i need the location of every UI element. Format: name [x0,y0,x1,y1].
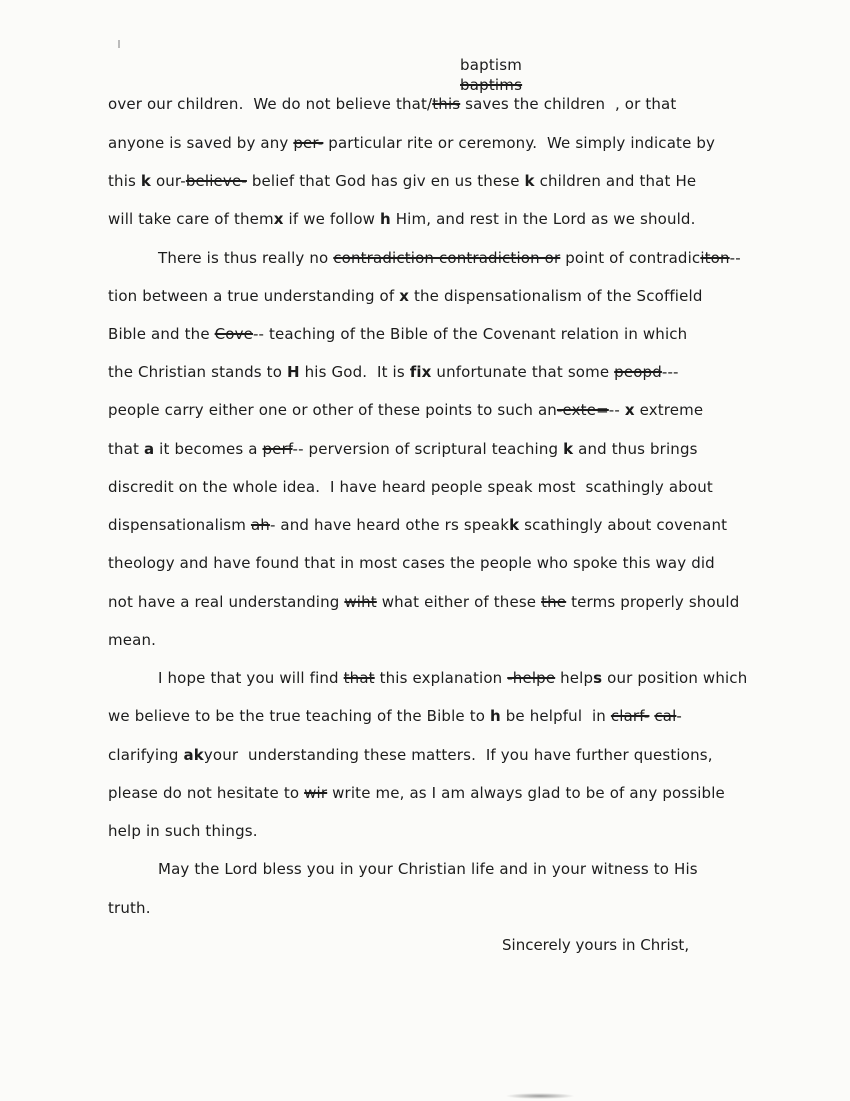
struck-segment: -exte= [556,401,609,419]
text-segment: clarifying [108,746,184,764]
struck-segment: contradiction contradiction or [333,249,561,267]
text-segment: not have a real understanding [108,593,345,611]
overtyped-segment: k [563,440,574,458]
text-segment: this explanation [374,669,508,687]
text-segment: -- teaching of the Bible of the Covenant relation in which [252,325,688,343]
text-segment: will take care of them [108,210,274,228]
struck-segment: this [432,95,461,113]
struck-segment: -helpe [507,669,556,687]
text-line-10 [108,439,698,459]
text-line-17 [108,706,682,726]
text-segment: and thus brings [573,440,698,458]
text-line-15 [108,630,156,650]
text-segment: what either of these [376,593,542,611]
text-segment: people carry either one or other of these points to such an [108,401,557,419]
struck-segment: peopd [614,363,662,381]
text-segment: I hope that you will find [158,669,344,687]
text-line-22 [108,898,151,918]
text-line-13 [108,553,715,573]
text-line-3 [108,171,696,191]
text-segment: Him, and rest in the Lord as we should. [390,210,696,228]
text-segment: belief that God has giv en us these [246,172,525,190]
text-segment: write me, as I am always glad to be of any possible [327,784,725,802]
overtyped-segment: s [593,669,603,687]
text-segment: mean. [108,631,157,649]
overtyped-segment: k [524,172,535,190]
text-segment: - and have heard othe rs speak [269,516,510,534]
text-segment: -- [729,249,741,267]
text-segment: children and that He [534,172,697,190]
text-line-1 [108,94,676,114]
text-segment: scathingly about covenant [519,516,728,534]
text-segment: that [108,440,144,458]
struck-segment: Cove [214,325,253,343]
text-segment: our- [151,172,186,190]
text-segment: over our children. We do not believe tha [108,95,421,113]
margin-mark [118,40,120,48]
struck-segment: the [541,593,567,611]
text-segment: his God. It is [299,363,410,381]
overtyped-segment: ak [183,746,204,764]
struck-insert-word: baptims [460,76,523,94]
text-segment: we believe to be the true teaching of the Bible to [108,707,490,725]
text-segment: -- perversion of scriptural teaching [292,440,564,458]
text-segment: it becomes a [154,440,263,458]
text-segment: May the Lord bless you in your Christian life and in your witness to His [158,860,698,878]
text-line-16 [158,668,747,688]
text-line-12 [108,515,727,535]
scan-smudge [505,1093,575,1099]
handwritten-insert-word: baptism [460,56,523,74]
text-segment: discredit on the whole idea. I have heard people speak most scathingly about [108,478,713,496]
struck-segment: ah [250,516,270,534]
text-segment: Bible and the [108,325,215,343]
struck-segment: cal [654,707,677,725]
overtyped-segment: fix [409,363,432,381]
text-line-18 [108,745,713,765]
struck-segment: per- [293,134,324,152]
text-segment: tion between a true understanding of [108,287,400,305]
text-line-11 [108,477,713,497]
text-segment: your understanding these matters. If you have further questions, [203,746,713,764]
text-segment: - [676,707,682,725]
struck-segment: that [343,669,375,687]
text-segment: extreme [634,401,704,419]
text-segment: the dispensationalism of the Scoffield [409,287,703,305]
text-segment: dispensationalism [108,516,251,534]
text-line-7 [108,324,687,344]
text-segment: be helpful in [500,707,611,725]
text-line-20 [108,821,258,841]
overtyped-segment: H [286,363,300,381]
text-segment: if we follow [283,210,380,228]
text-line-14 [108,592,739,612]
struck-segment: wiht [344,593,377,611]
text-line-8 [108,362,679,382]
closing-salutation: Sincerely yours in Christ, [502,936,690,954]
overtyped-segment: a [143,440,155,458]
text-segment: our position which [602,669,748,687]
overtyped-segment: k [140,172,152,190]
overtyped-segment: h [489,707,501,725]
text-segment: please do not hesitate to [108,784,305,802]
overtyped-segment: x [399,287,410,305]
text-segment: terms properly should [566,593,740,611]
text-segment: --- [661,363,679,381]
text-segment: saves the children , or that [460,95,677,113]
text-segment: point of contradic [560,249,701,267]
text-segment: unfortunate that some [431,363,615,381]
overtyped-segment: x [624,401,635,419]
struck-segment: perf [262,440,293,458]
struck-segment: wir [304,784,328,802]
struck-segment: iton [700,249,730,267]
overtyped-segment: h [379,210,391,228]
struck-segment: believe- [185,172,247,190]
text-segment: truth. [108,899,151,917]
overtyped-segment: x [273,210,284,228]
text-segment: the Christian stands to [108,363,287,381]
text-line-9 [108,400,703,420]
text-segment: particular rite or ceremony. We simply indicate by [323,134,716,152]
overtyped-segment: t/ [421,95,433,113]
overtyped-segment: k [509,516,520,534]
text-segment: this [108,172,141,190]
text-line-6 [108,286,703,306]
text-segment: anyone is saved by any [108,134,294,152]
text-line-2 [108,133,715,153]
text-segment: help [555,669,594,687]
text-segment: There is thus really no [158,249,334,267]
text-line-5 [158,248,741,268]
text-segment: help in such things. [108,822,258,840]
text-line-19 [108,783,725,803]
struck-segment: clarf- [610,707,650,725]
text-line-4 [108,209,696,229]
text-segment: -- [608,401,625,419]
text-line-21 [158,859,698,879]
text-segment: theology and have found that in most cases the people who spoke this way did [108,554,715,572]
